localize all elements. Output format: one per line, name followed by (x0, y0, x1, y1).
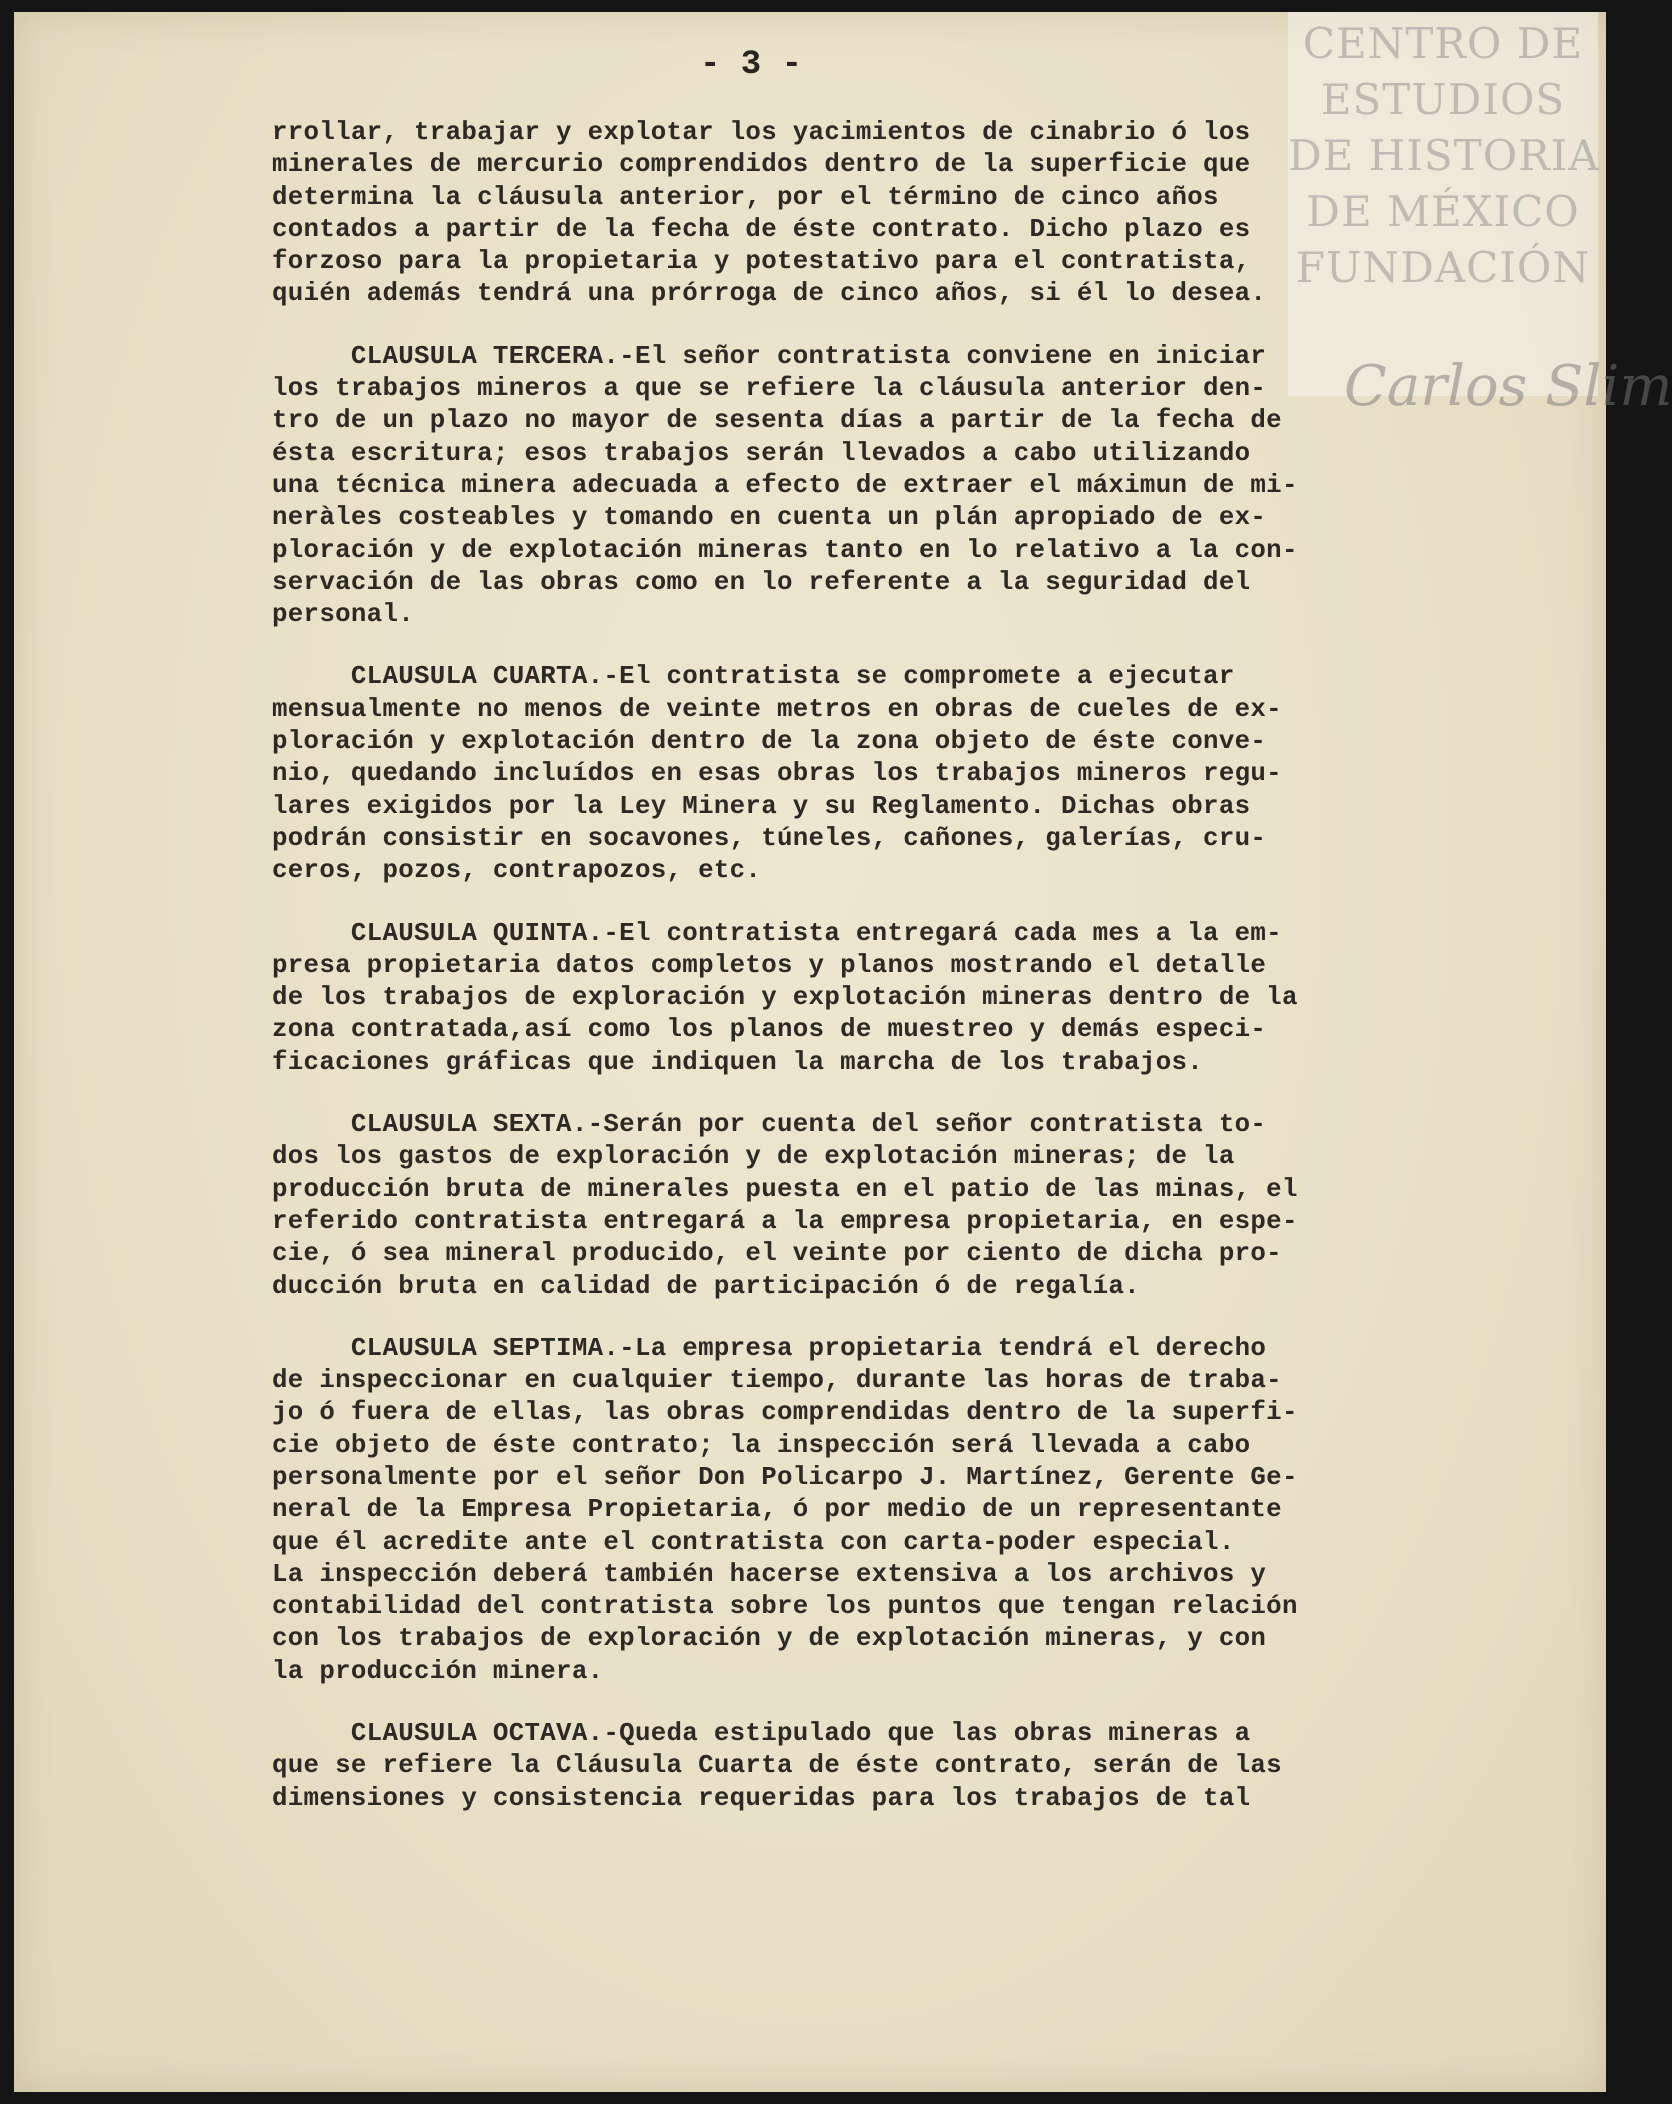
text-line: que él acredite ante el contratista con carta-poder especial. (272, 1527, 1235, 1557)
text-line: personalmente por el señor Don Policarpo J. Martínez, Gerente Ge- (272, 1462, 1298, 1492)
text-line: producción bruta de minerales puesta en el patio de las minas, el (272, 1174, 1298, 1204)
text-line: referido contratista entregará a la empresa propietaria, en espe- (272, 1206, 1298, 1236)
text-line: de los trabajos de exploración y explotación mineras dentro de la (272, 983, 1298, 1013)
text-line: ploración y explotación dentro de la zona objeto de éste conve- (272, 727, 1267, 757)
paragraph-gap (272, 311, 1512, 341)
text-line: CLAUSULA QUINTA.-El contratista entregará cada mes a la em- (272, 918, 1282, 948)
text-line: CLAUSULA TERCERA.-El señor contratista conviene en iniciar (272, 341, 1267, 371)
watermark-line: CENTRO DE (1302, 19, 1584, 68)
paragraph (272, 661, 1512, 887)
text-line: quién además tendrá una prórroga de cinco años, si él lo desea. (272, 279, 1267, 309)
text-line: jo ó fuera de ellas, las obras comprendidas dentro de la superfi- (272, 1398, 1298, 1428)
text-line: la producción minera. (272, 1656, 604, 1686)
text-line: neral de la Empresa Propietaria, ó por medio de un representante (272, 1495, 1282, 1525)
paragraph-gap (272, 631, 1512, 661)
text-line: personal. (272, 600, 415, 630)
paragraph (272, 918, 1512, 1079)
watermark-line: DE MÉXICO (1306, 187, 1580, 236)
text-line: ceros, pozos, contrapozos, etc. (272, 856, 762, 886)
text-line: ésta escritura; esos trabajos serán llevados a cabo utilizando (272, 438, 1251, 468)
page-number: - 3 - (700, 46, 803, 84)
text-line: zona contratada,así como los planos de muestreo y demás especi- (272, 1015, 1267, 1045)
paragraph (272, 117, 1512, 311)
paragraph (272, 1718, 1512, 1815)
text-line: CLAUSULA SEXTA.-Serán por cuenta del señor contratista to- (272, 1110, 1267, 1140)
text-line: La inspección deberá también hacerse extensiva a los archivos y (272, 1559, 1267, 1589)
paragraph-gap (272, 1079, 1512, 1109)
text-line: una técnica minera adecuada a efecto de extraer el máximun de mi- (272, 470, 1298, 500)
watermark-signature: Carlos Slim (1344, 354, 1672, 419)
text-line: nio, quedando incluídos en esas obras los trabajos mineros regu- (272, 759, 1282, 789)
text-line: ducción bruta en calidad de participación ó de regalía. (272, 1271, 1140, 1301)
text-line: tro de un plazo no mayor de sesenta días a partir de la fecha de (272, 406, 1282, 436)
paragraph (272, 1109, 1512, 1303)
document-body (272, 117, 1512, 1815)
text-line: cie, ó sea mineral producido, el veinte por ciento de dicha pro- (272, 1239, 1282, 1269)
text-line: forzoso para la propietaria y potestativo para el contratista, (272, 247, 1251, 277)
text-line: presa propietaria datos completos y planos mostrando el detalle (272, 950, 1267, 980)
text-line: contados a partir de la fecha de éste contrato. Dicho plazo es (272, 214, 1251, 244)
text-line: CLAUSULA CUARTA.-El contratista se compromete a ejecutar (272, 662, 1235, 692)
text-line: mensualmente no menos de veinte metros en obras de cueles de ex- (272, 694, 1282, 724)
watermark-line: FUNDACIÓN (1295, 243, 1591, 292)
text-line: minerales de mercurio comprendidos dentro de la superficie que (272, 150, 1251, 180)
text-line: con los trabajos de exploración y de explotación mineras, y con (272, 1624, 1267, 1654)
text-line: los trabajos mineros a que se refiere la cláusula anterior den- (272, 374, 1267, 404)
text-line: contabilidad del contratista sobre los puntos que tengan relación (272, 1592, 1298, 1622)
text-line: que se refiere la Cláusula Cuarta de éste contrato, serán de las (272, 1751, 1282, 1781)
text-line: lares exigidos por la Ley Minera y su Reglamento. Dichas obras (272, 791, 1251, 821)
text-line: CLAUSULA SEPTIMA.-La empresa propietaria tendrá el derecho (272, 1333, 1267, 1363)
watermark-line: ESTUDIOS (1320, 75, 1566, 124)
text-line: rrollar, trabajar y explotar los yacimientos de cinabrio ó los (272, 118, 1251, 147)
text-line: servación de las obras como en lo referente a la seguridad del (272, 567, 1251, 597)
watermark-line: DE HISTORIA (1288, 131, 1600, 180)
text-line: cie objeto de éste contrato; la inspección será llevada a cabo (272, 1430, 1251, 1460)
paragraph-gap (272, 1688, 1512, 1718)
text-line: dimensiones y consistencia requeridas para los trabajos de tal (272, 1783, 1251, 1813)
text-line: CLAUSULA OCTAVA.-Queda estipulado que las obras mineras a (272, 1719, 1251, 1749)
paragraph-gap (272, 1303, 1512, 1333)
text-line: de inspeccionar en cualquier tiempo, durante las horas de traba- (272, 1366, 1282, 1396)
text-line: ficaciones gráficas que indiquen la marcha de los trabajos. (272, 1047, 1204, 1077)
text-line: neràles costeables y tomando en cuenta un plán apropiado de ex- (272, 503, 1267, 533)
paragraph-gap (272, 888, 1512, 918)
paragraph (272, 341, 1512, 632)
text-line: podrán consistir en socavones, túneles, cañones, galerías, cru- (272, 823, 1267, 853)
text-line: determina la cláusula anterior, por el término de cinco años (272, 182, 1219, 212)
text-line: dos los gastos de exploración y de explotación mineras; de la (272, 1142, 1235, 1172)
text-line: ploración y de explotación mineras tanto en lo relativo a la con- (272, 535, 1298, 565)
paragraph (272, 1333, 1512, 1688)
